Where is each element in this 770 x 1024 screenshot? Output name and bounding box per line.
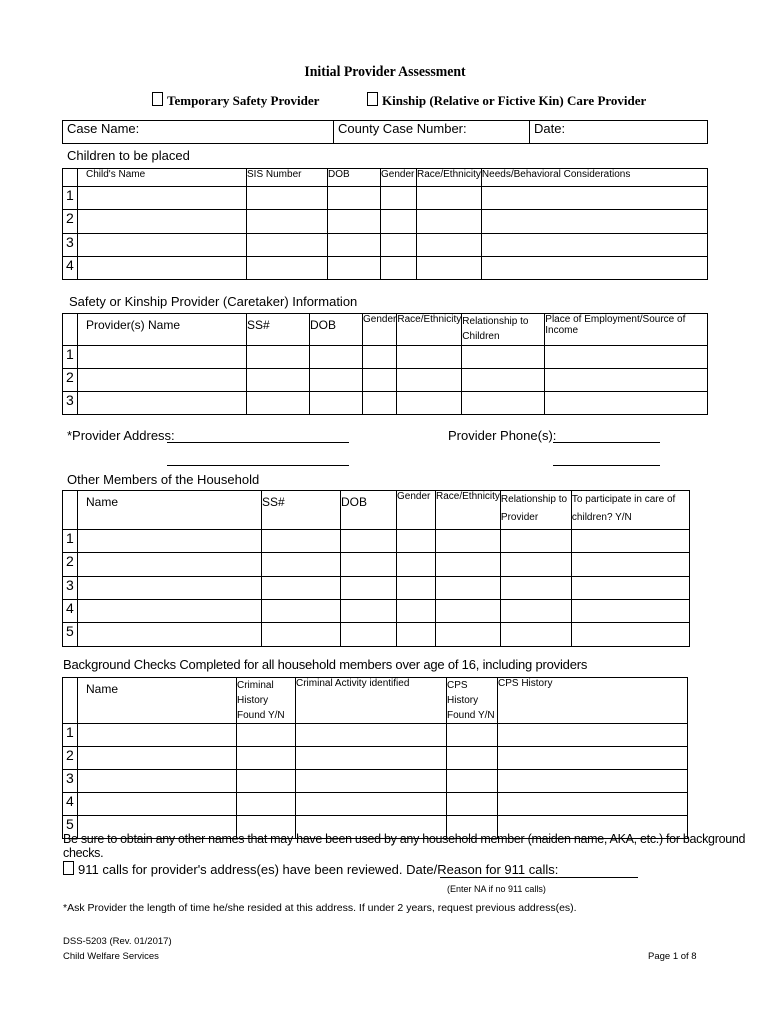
ask-provider-note: *Ask Provider the length of time he/she resided at this address. If under 2 years, request previous address(es). bbox=[63, 902, 577, 914]
table-row[interactable]: 3 bbox=[63, 770, 688, 793]
kinship-option[interactable] bbox=[367, 92, 646, 109]
table-row[interactable]: 3 bbox=[63, 576, 690, 599]
column-header: CPS History bbox=[498, 678, 688, 724]
children-table bbox=[62, 168, 708, 280]
table-row[interactable]: 4 bbox=[63, 793, 688, 816]
table-row[interactable]: 5 bbox=[63, 816, 688, 839]
column-header: Criminal Activity identified bbox=[296, 678, 447, 724]
provider-info-heading: Safety or Kinship Provider (Caretaker) Information bbox=[69, 294, 358, 309]
kinship-checkbox[interactable] bbox=[367, 92, 378, 106]
column-header: Child's Name bbox=[78, 169, 247, 187]
table-row[interactable]: 3 bbox=[63, 233, 708, 256]
column-header: Needs/Behavioral Considerations bbox=[481, 169, 707, 187]
column-header: Place of Employment/Source of Income bbox=[545, 314, 708, 346]
table-row[interactable]: 4 bbox=[63, 600, 690, 623]
calls-911-label: 911 calls for provider's address(es) have been reviewed. Date/Reason for 911 calls: bbox=[78, 862, 559, 877]
temporary-safety-option[interactable] bbox=[152, 92, 319, 109]
table-row[interactable]: 5 bbox=[63, 623, 690, 647]
column-header: Provider(s) Name bbox=[78, 314, 247, 346]
column-header: Race/Ethnicity bbox=[417, 169, 482, 187]
column-header: To participate in care of children? Y/N bbox=[571, 491, 689, 530]
provider-table bbox=[62, 313, 708, 415]
children-heading: Children to be placed bbox=[67, 148, 190, 163]
column-header: Race/Ethnicity bbox=[436, 491, 501, 530]
county-case-number-field[interactable]: County Case Number: bbox=[334, 121, 530, 144]
table-row[interactable]: 2 bbox=[63, 553, 690, 576]
table-row[interactable]: 1 bbox=[63, 187, 708, 210]
provider-address-line-1[interactable] bbox=[167, 428, 349, 443]
column-header: DOB bbox=[310, 314, 363, 346]
enter-na-note: (Enter NA if no 911 calls) bbox=[447, 884, 546, 894]
table-row[interactable]: 3 bbox=[63, 392, 708, 415]
household-table bbox=[62, 490, 690, 647]
column-header: Name bbox=[78, 678, 237, 724]
background-heading: Background Checks Completed for all household members over age of 16, including providers bbox=[63, 657, 588, 672]
table-row[interactable]: 1 bbox=[63, 346, 708, 369]
case-info-table bbox=[62, 120, 708, 144]
column-header: SS# bbox=[247, 314, 310, 346]
column-header: Relationship to Provider bbox=[500, 491, 571, 530]
column-header: Relationship to Children bbox=[462, 314, 545, 346]
other-names-note: Be sure to obtain any other names that may have been used by any household member (maiden name, AKA, etc.) for background checks. bbox=[63, 832, 746, 860]
table-row[interactable]: 1 bbox=[63, 529, 690, 552]
division-name: Child Welfare Services bbox=[63, 951, 159, 962]
calls-911-line[interactable] bbox=[440, 862, 638, 878]
column-header: Criminal History Found Y/N bbox=[237, 678, 296, 724]
page-title: Initial Provider Assessment bbox=[304, 64, 466, 80]
column-header: DOB bbox=[328, 169, 381, 187]
provider-address-line-2[interactable] bbox=[167, 451, 349, 466]
page-number: Page 1 of 8 bbox=[648, 951, 697, 962]
temporary-safety-label: Temporary Safety Provider bbox=[167, 93, 320, 108]
date-field[interactable]: Date: bbox=[530, 121, 708, 144]
temporary-safety-checkbox[interactable] bbox=[152, 92, 163, 106]
case-name-field[interactable]: Case Name: bbox=[63, 121, 334, 144]
table-row[interactable]: 2 bbox=[63, 210, 708, 233]
column-header: DOB bbox=[341, 491, 397, 530]
column-header: SS# bbox=[262, 491, 341, 530]
table-row[interactable]: 4 bbox=[63, 256, 708, 279]
form-number: DSS-5203 (Rev. 01/2017) bbox=[63, 936, 172, 947]
column-header: Gender bbox=[381, 169, 417, 187]
provider-phone-label: Provider Phone(s): bbox=[448, 428, 557, 443]
column-header: Race/Ethnicity bbox=[397, 314, 462, 346]
provider-phone-line-2[interactable] bbox=[553, 451, 660, 466]
column-header: Name bbox=[78, 491, 262, 530]
household-heading: Other Members of the Household bbox=[67, 472, 260, 487]
table-row[interactable]: 2 bbox=[63, 369, 708, 392]
background-table bbox=[62, 677, 688, 839]
column-header: Gender bbox=[397, 491, 436, 530]
provider-phone-line-1[interactable] bbox=[553, 428, 660, 443]
table-row[interactable]: 2 bbox=[63, 747, 688, 770]
kinship-label: Kinship (Relative or Fictive Kin) Care Provider bbox=[382, 93, 647, 108]
column-header: Gender bbox=[363, 314, 397, 346]
provider-address-label: *Provider Address: bbox=[67, 428, 175, 443]
column-header: SIS Number bbox=[247, 169, 328, 187]
table-row[interactable]: 1 bbox=[63, 724, 688, 747]
column-header: CPS History Found Y/N bbox=[447, 678, 498, 724]
calls-911-checkbox[interactable] bbox=[63, 861, 74, 875]
